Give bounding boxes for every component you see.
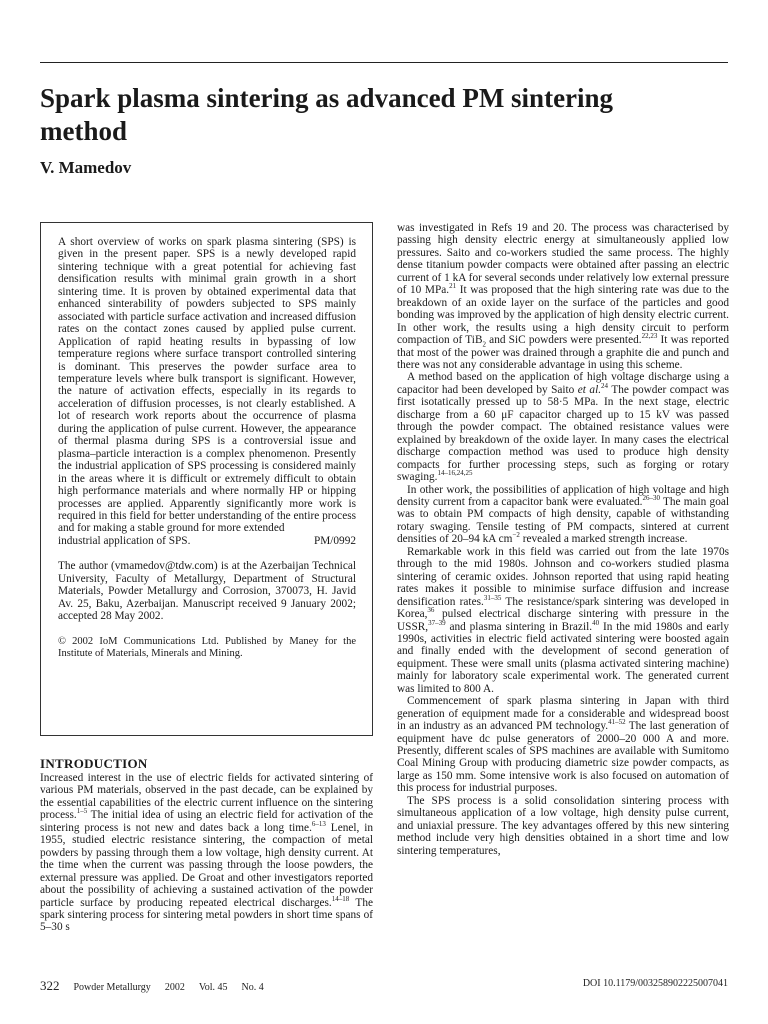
body-paragraph-6: The SPS process is a solid consolidation sintering process with simultaneous application of a low voltage, high density pulse current, and uniaxial pressure. The key advantages offered by this new sintering method include very high densities obtained in a short time and low sintering temperatures, xyxy=(397,794,729,857)
page-footer xyxy=(40,978,728,994)
author-affiliation: The author (vmamedov@tdw.com) is at the Azerbaijan Technical University, Faculty of Metallurgy, Department of Structural Materials, Powder Metallurgy and Corrosion, 370073, H. Javid Av. 25, Baku, Azerbaijan. Manuscript received 9 January 2002; accepted 28 May 2002. xyxy=(58,560,356,623)
citation-ref: 22,23 xyxy=(641,332,658,341)
citation-ref: 40 xyxy=(592,618,600,627)
citation-ref: 14–16,24,25 xyxy=(437,469,473,478)
citation-ref: 41–52 xyxy=(608,718,626,727)
journal-name: Powder Metallurgy xyxy=(73,982,151,993)
journal-year: 2002 xyxy=(164,982,185,993)
citation-ref: 21 xyxy=(449,282,457,291)
citation-ref: 1–5 xyxy=(76,807,88,816)
copyright-notice: © 2002 IoM Communications Ltd. Published by Maney for the Institute of Materials, Minerals and Mining. xyxy=(58,635,356,659)
body-paragraph-5: Commencement of spark plasma sintering in Japan with third generation of equipment made for a considerable and widespread boost in an industry as an advanced PM technology.$^{41-52}$ The last generation of equipment have dc pulse generators of 2000–20 000 A and more. Presently, different scales of SPS machines are available with Sumitomo Coal Mining Group with producing diametric size powder compacts, as large as 150 mm. Some intensive work is also focused on automation of this process for industrial purposes. xyxy=(397,695,729,795)
citation-ref: 37–39 xyxy=(428,618,446,627)
section-heading-introduction: INTRODUCTION xyxy=(40,756,148,771)
article-title: Spark plasma sintering as advanced PM sintering method xyxy=(40,83,614,146)
citation-ref: 14–18 xyxy=(331,894,350,903)
abstract-box xyxy=(40,222,373,736)
citation-ref: 36 xyxy=(427,606,435,615)
subscript: 2 xyxy=(482,340,486,349)
citation-ref: 31–35 xyxy=(483,593,502,602)
body-paragraph-1: was investigated in Refs 19 and 20. The process was characterised by passing high density electric energy at simultaneously applied low pressures. Saito and co-workers studied the same process. The highly dense titanium powder compacts were obtained after passing an electric current of 1 kA for several seconds under relatively low external pressure of 10 MPa.$^{21}$ It was proposed that the high sintering rate was due to the breakdown of an oxide layer on the surface of the particles and good bonding was improved by the application of high density electric current. In other work, the results using a high density circuit to perform compaction of TiB$_2$ and SiC powders were presented.$^{22,23}$ It was reported that most of the power was drained through a graphite die and punch and there was not any considerable advantage in using this scheme. xyxy=(397,222,730,371)
body-paragraph-4: Remarkable work in this field was carried out from the late 1970s through to the mid 1980s. Johnson and co-workers studied plasma sintering of ceramic oxides. Johnson reported that using rapid heating rates makes it possible to minimise surface diffusion and increase densification rates.$^{31-35}$ The resistance/spark sintering was developed in Korea,$^{36}$ pulsed electrical discharge sintering with pressure in the USSR,$^{37-39}$ and plasma sintering in Brazil.$^{40}$ In the mid 1980s and early 1990s, activities in electric field activated sintering were boosted again and finally ended with the development of second generation of equipment. These were small units (plasma activated sintering machine) mainly for laboratory scale experimental work. The generated current was limited to 800 A. xyxy=(397,545,730,695)
author-name: V. Mamedov xyxy=(40,158,132,177)
body-paragraph-3: In other work, the possibilities of application of high voltage and high density current from a capacitor bank were evaluated.$^{26-30}$ The main goal was to obtain PM compacts of high density, capable of withstanding rotary swaging. Tensile testing of PM compacts, sintered at current densities of 20–94 kA $cm^{-2}$ revealed a marked strength increase. xyxy=(397,483,729,546)
doi: DOI 10.1179/003258902225007041 xyxy=(582,978,728,989)
citation-ref: 6–13 xyxy=(311,819,326,828)
left-column-body xyxy=(40,772,373,934)
abstract-final-text: industrial application of SPS. xyxy=(58,534,191,547)
journal-issue: No. 4 xyxy=(241,982,264,993)
intro-paragraph-1: Increased interest in the use of electric fields for activated sintering of various PM materials, observed in the past decade, can be explained by the essential capabilities of the electric current influence on the sintering process.$^{1-5}$ The initial idea of using an electric field for activation of the sintering process is not new and dates back a long time.$^{6-13}$ Lenel, in 1955, studied electric resistance sintering, the compaction of metal powders by passing through them a low voltage, high density current. At the time when the current was passing through the loose powders, the external pressure was applied. De Groat and other investigators reported about the possibility of achieving a sustained activation of the powder particle surface by producing repeated electrical discharges.$^{14-18}$ The spark sintering process for sintering metal powders in short time spans of 5–30 s xyxy=(40,772,374,934)
journal-volume: Vol. 45 xyxy=(198,982,228,993)
body-paragraph-2: A method based on the application of high voltage discharge using a capacitor had been developed by Saito et al.$^{24}$ The powder compact was first isotatically pressed up to 58·5 MPa. In the next stage, electric discharge from a 60 μF capacitor charged up to 15 kV was passed through the powder compact. The obtained resistance values were explained by breakdown of the oxide layer. In many cases the electrical discharge compaction method was used to produce high density compacts for further processing steps, such as forging or rotary swaging.$^{14-16,24,25}$ xyxy=(397,371,730,484)
italic-text: et al. xyxy=(577,383,602,396)
manuscript-code: PM/0992 xyxy=(313,534,356,547)
abstract-text: A short overview of works on spark plasma sintering (SPS) is given in the present paper. SPS is a newly developed rapid sintering technique with a great potential for achieving fast densification results with minimal grain growth in a short sintering time. It is proven by obtained experimental data that enhanced sinterability of powders subjected to SPS mainly associated with particle surface activation and increased diffusion rates on the contact zones caused by applied pulse current. Application of rapid heating results in bypassing of low temperature regions where surface transport controlled sintering is dominant. This preserves the powder surface area to temperature levels where bulk transport is significant. However, the nature of activation effects, especially in its regards to acceleration of diffusion processes, is not clearly established. A lot of research work reports about the occurrence of plasma during the application of pulse current. However, the appearance of thermal plasma during SPS is a controversial issue and plasma–particle interaction is a complex phenomenon. Presently the industrial application of SPS processing is considered mainly in the areas where it is difficult or extremely difficult to obtain high performance materials and where normally HP or hipping processes are applied. Apparently significantly more work is required in this field for better understanding of the entire process and for making a stable ground for more extended xyxy=(58,236,356,535)
page-number: 322 xyxy=(40,978,60,993)
header-rule xyxy=(40,62,728,63)
right-column-body xyxy=(397,222,729,857)
footer-citation xyxy=(40,978,264,994)
superscript: −2 xyxy=(512,531,520,540)
citation-ref: 26–30 xyxy=(642,493,660,502)
abstract-last-line xyxy=(58,535,356,547)
citation-ref: 24 xyxy=(601,381,609,390)
